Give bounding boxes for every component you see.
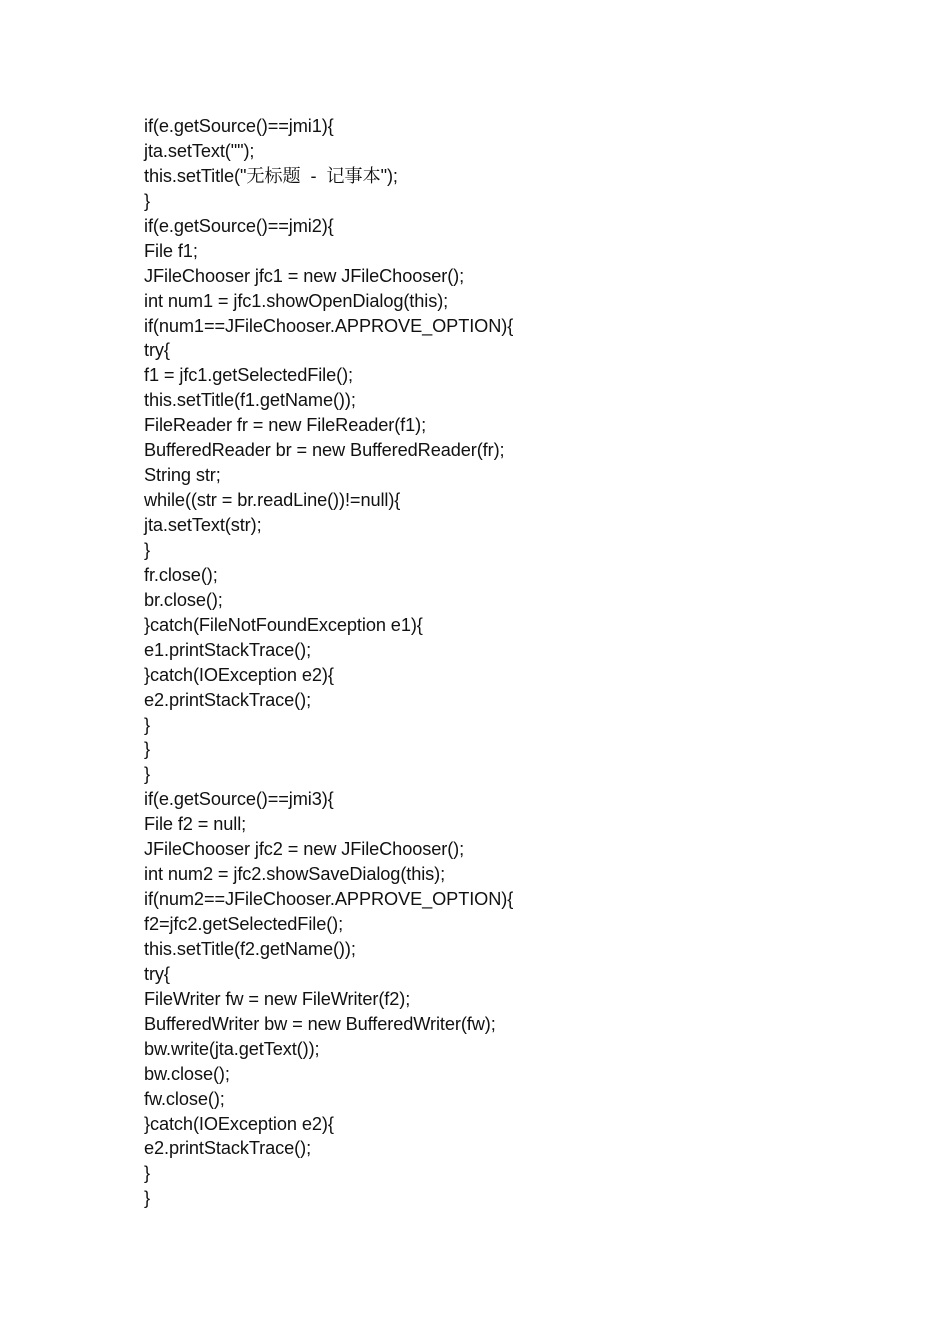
code-line: jta.setText(str);	[144, 515, 262, 535]
code-line: BufferedReader br = new BufferedReader(fr);	[144, 440, 505, 461]
code-line: fw.close();	[144, 1088, 225, 1109]
code-line: jta.setText("");	[144, 140, 255, 161]
code-line: try{	[144, 963, 170, 984]
code-line: FileWriter fw = new FileWriter(f2);	[144, 988, 411, 1009]
code-line: BufferedWriter bw = new BufferedWriter(fw);	[144, 1013, 496, 1034]
code-line: f1 = jfc1.getSelectedFile();	[144, 365, 353, 386]
code-line: File f1;	[144, 240, 198, 261]
code-line: f2=jfc2.getSelectedFile();	[144, 914, 344, 934]
code-line: int num2 = jfc2.showSaveDialog(this);	[144, 864, 446, 885]
code-line: FileReader fr = new FileReader(f1);	[144, 415, 427, 436]
code-line: JFileChooser jfc1 = new JFileChooser();	[144, 265, 465, 286]
code-line: e2.printStackTrace();	[144, 689, 312, 710]
code-line: bw.close();	[144, 1063, 230, 1084]
code-line: fr.close();	[144, 564, 218, 585]
code-line: this.setTitle(f1.getName());	[144, 390, 356, 411]
code-line: }catch(IOException e2){	[144, 1113, 334, 1134]
code-line: e2.printStackTrace();	[144, 1138, 312, 1159]
code-line: }	[144, 539, 150, 560]
code-line: }catch(FileNotFoundException e1){	[144, 614, 423, 635]
code-line: this.setTitle(f2.getName());	[144, 938, 356, 959]
code-line: String str;	[144, 465, 221, 486]
code-line: }	[144, 1163, 150, 1184]
code-line: int num1 = jfc1.showOpenDialog(this);	[144, 290, 449, 311]
code-line: }	[144, 1188, 150, 1209]
code-line: }	[144, 764, 150, 785]
code-line: if(e.getSource()==jmi2){	[144, 215, 334, 236]
code-line: }	[144, 739, 150, 760]
code-line: try{	[144, 340, 170, 361]
code-listing	[144, 114, 904, 1211]
code-line: if(e.getSource()==jmi3){	[144, 789, 334, 810]
code-line: }	[144, 714, 150, 735]
code-line: File f2 = null;	[144, 814, 247, 835]
code-line: bw.write(jta.getText());	[144, 1038, 320, 1059]
code-line: }	[144, 190, 150, 211]
code-line: e1.printStackTrace();	[144, 639, 312, 660]
code-line: while((str = br.readLine())!=null){	[144, 490, 401, 511]
code-line: JFileChooser jfc2 = new JFileChooser();	[144, 839, 465, 860]
code-line: this.setTitle("无标题 - 记事本");	[144, 165, 398, 186]
code-line: if(num2==JFileChooser.APPROVE_OPTION){	[144, 889, 514, 910]
code-line: br.close();	[144, 589, 223, 610]
code-line: if(e.getSource()==jmi1){	[144, 116, 334, 136]
code-line: if(num1==JFileChooser.APPROVE_OPTION){	[144, 315, 514, 336]
code-line: }catch(IOException e2){	[144, 664, 334, 685]
